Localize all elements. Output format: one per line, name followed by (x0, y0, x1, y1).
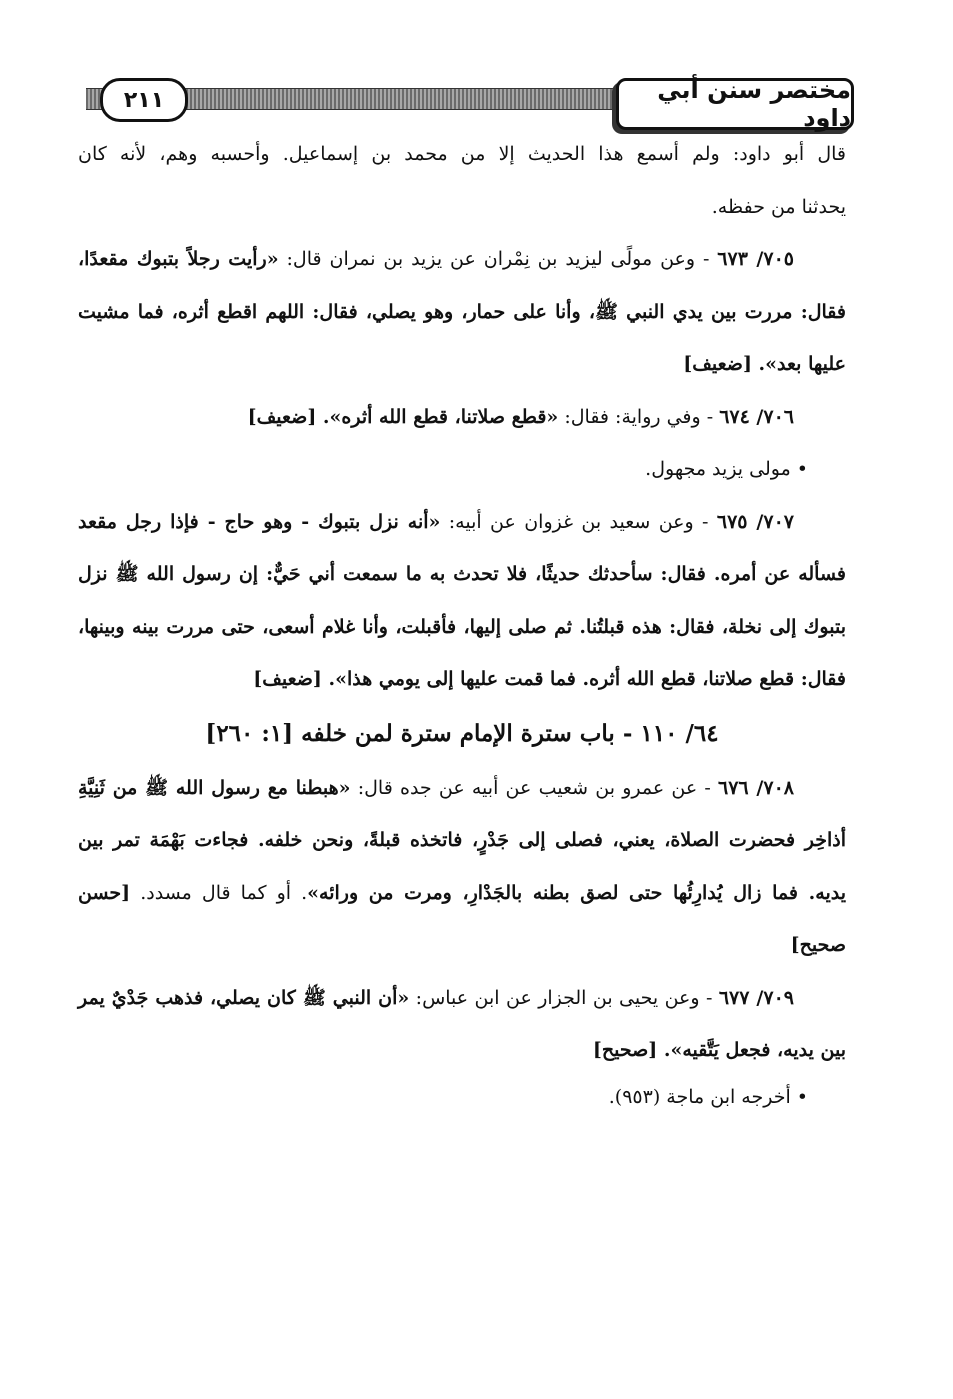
hadith-text: «هبطنا مع رسول الله ﷺ من ثَنِيَّةِ أذاخِر فحضرت الصلاة، يعني، فصلى إلى جَدْرٍ، فاتخذه قبلةً، ونحن خلفه. فجاءت بَهْمَة تمر بين يديه. فما زال يُدارِئُها حتى لصق بطنه بالجَدْارِ، ومرت من ورائه» (78, 776, 846, 904)
hadith-intro: - عن عمرو بن شعيب عن أبيه عن جده قال: (350, 776, 719, 799)
hadith-grade: . [ضعيف] (253, 668, 336, 690)
hadith-text: «أنه نزل بتبوك - وهو حاج - فإذا رجل مقعد فسأله عن أمره. فقال: سأحدثك حديثًا، فلا تحدث به ما سمعت أني حَيٌّ: إن رسول الله ﷺ نزل بتبوك إلى نخلة، فقال: هذه قبلتُنا. ثم صلى إليها، فأقبلت، وأنا غلام أسعى، حتى مررت بينه وبينها، فقال: قطع صلاتنا، قطع الله أثره. فما قمت عليها إلى يومي هذا» (78, 510, 846, 690)
hadith-number: ٧٠٩/ ٦٧٧ (718, 986, 794, 1009)
paragraph-abu-dawud-comment (78, 128, 846, 181)
hadith-grade: . [ضعيف] (683, 353, 766, 375)
hadith-709 (78, 972, 846, 1077)
comment-line-2: يحدثنا من حفظه. (711, 195, 846, 218)
note-ibn-majah: • أخرجه ابن ماجة (٩٥٣). (608, 1085, 808, 1108)
hadith-intro: - وفي رواية: فقال: (558, 405, 720, 428)
hadith-text: «أن النبي ﷺ كان يصلي، فذهب جَدْيٌ يمر بين يديه، فجعل يَتَّقيه» (78, 986, 846, 1061)
hadith-grade: . [صحيح] (592, 1039, 671, 1061)
note-narrator: • مولى يزيد مجهول. (645, 458, 808, 480)
page-number: ٢١١ (100, 78, 188, 122)
section-heading: ٦٤/ ١١٠ - باب سترة الإمام سترة لمن خلفه [١: ٢٦٠] (205, 719, 719, 747)
book-title: مختصر سنن أبي داود (616, 78, 854, 130)
hadith-number: ٧٠٨/ ٦٧٦ (718, 776, 794, 799)
hadith-number: ٧٠٥/ ٦٧٣ (717, 248, 794, 270)
page-body (78, 128, 846, 1117)
hadith-grade: . [ضعيف] (247, 405, 330, 428)
hadith-706 (78, 391, 846, 444)
hadith-tail: . أو كما قال مسدد. (130, 881, 308, 904)
hadith-705 (78, 233, 846, 391)
hadith-intro: - وعن سعيد بن غزوان عن أبيه: (440, 510, 717, 533)
hadith-707 (78, 496, 846, 706)
hadith-number: ٧٠٧/ ٦٧٥ (716, 510, 794, 533)
hadith-text: «رأيت رجلاً بتبوك مقعدًا، فقال: مررت بين يدي النبي ﷺ، وأنا على حمار، وهو يصلي، فقال: اللهم اقطع أثره، فما مشيت عليها بعد» (78, 248, 846, 375)
hadith-grade: [حسن صحيح] (78, 881, 846, 956)
comment-line-1: قال أبو داود: ولم أسمع هذا الحديث إلا من محمد بن إسماعيل. وأحسبه وهم، لأنه كان (78, 143, 846, 165)
hadith-text: «قطع صلاتنا، قطع الله أثره» (329, 405, 559, 428)
hadith-intro: - وعن يحيى بن الجزار عن ابن عباس: (409, 986, 719, 1009)
hadith-intro: - وعن مولًى ليزيد بن نِمْران عن يزيد بن نمران قال: (278, 248, 718, 270)
hadith-number: ٧٠٦/ ٦٧٤ (719, 405, 794, 428)
hadith-708 (78, 762, 846, 972)
paragraph-abu-dawud-comment-end (78, 181, 846, 234)
